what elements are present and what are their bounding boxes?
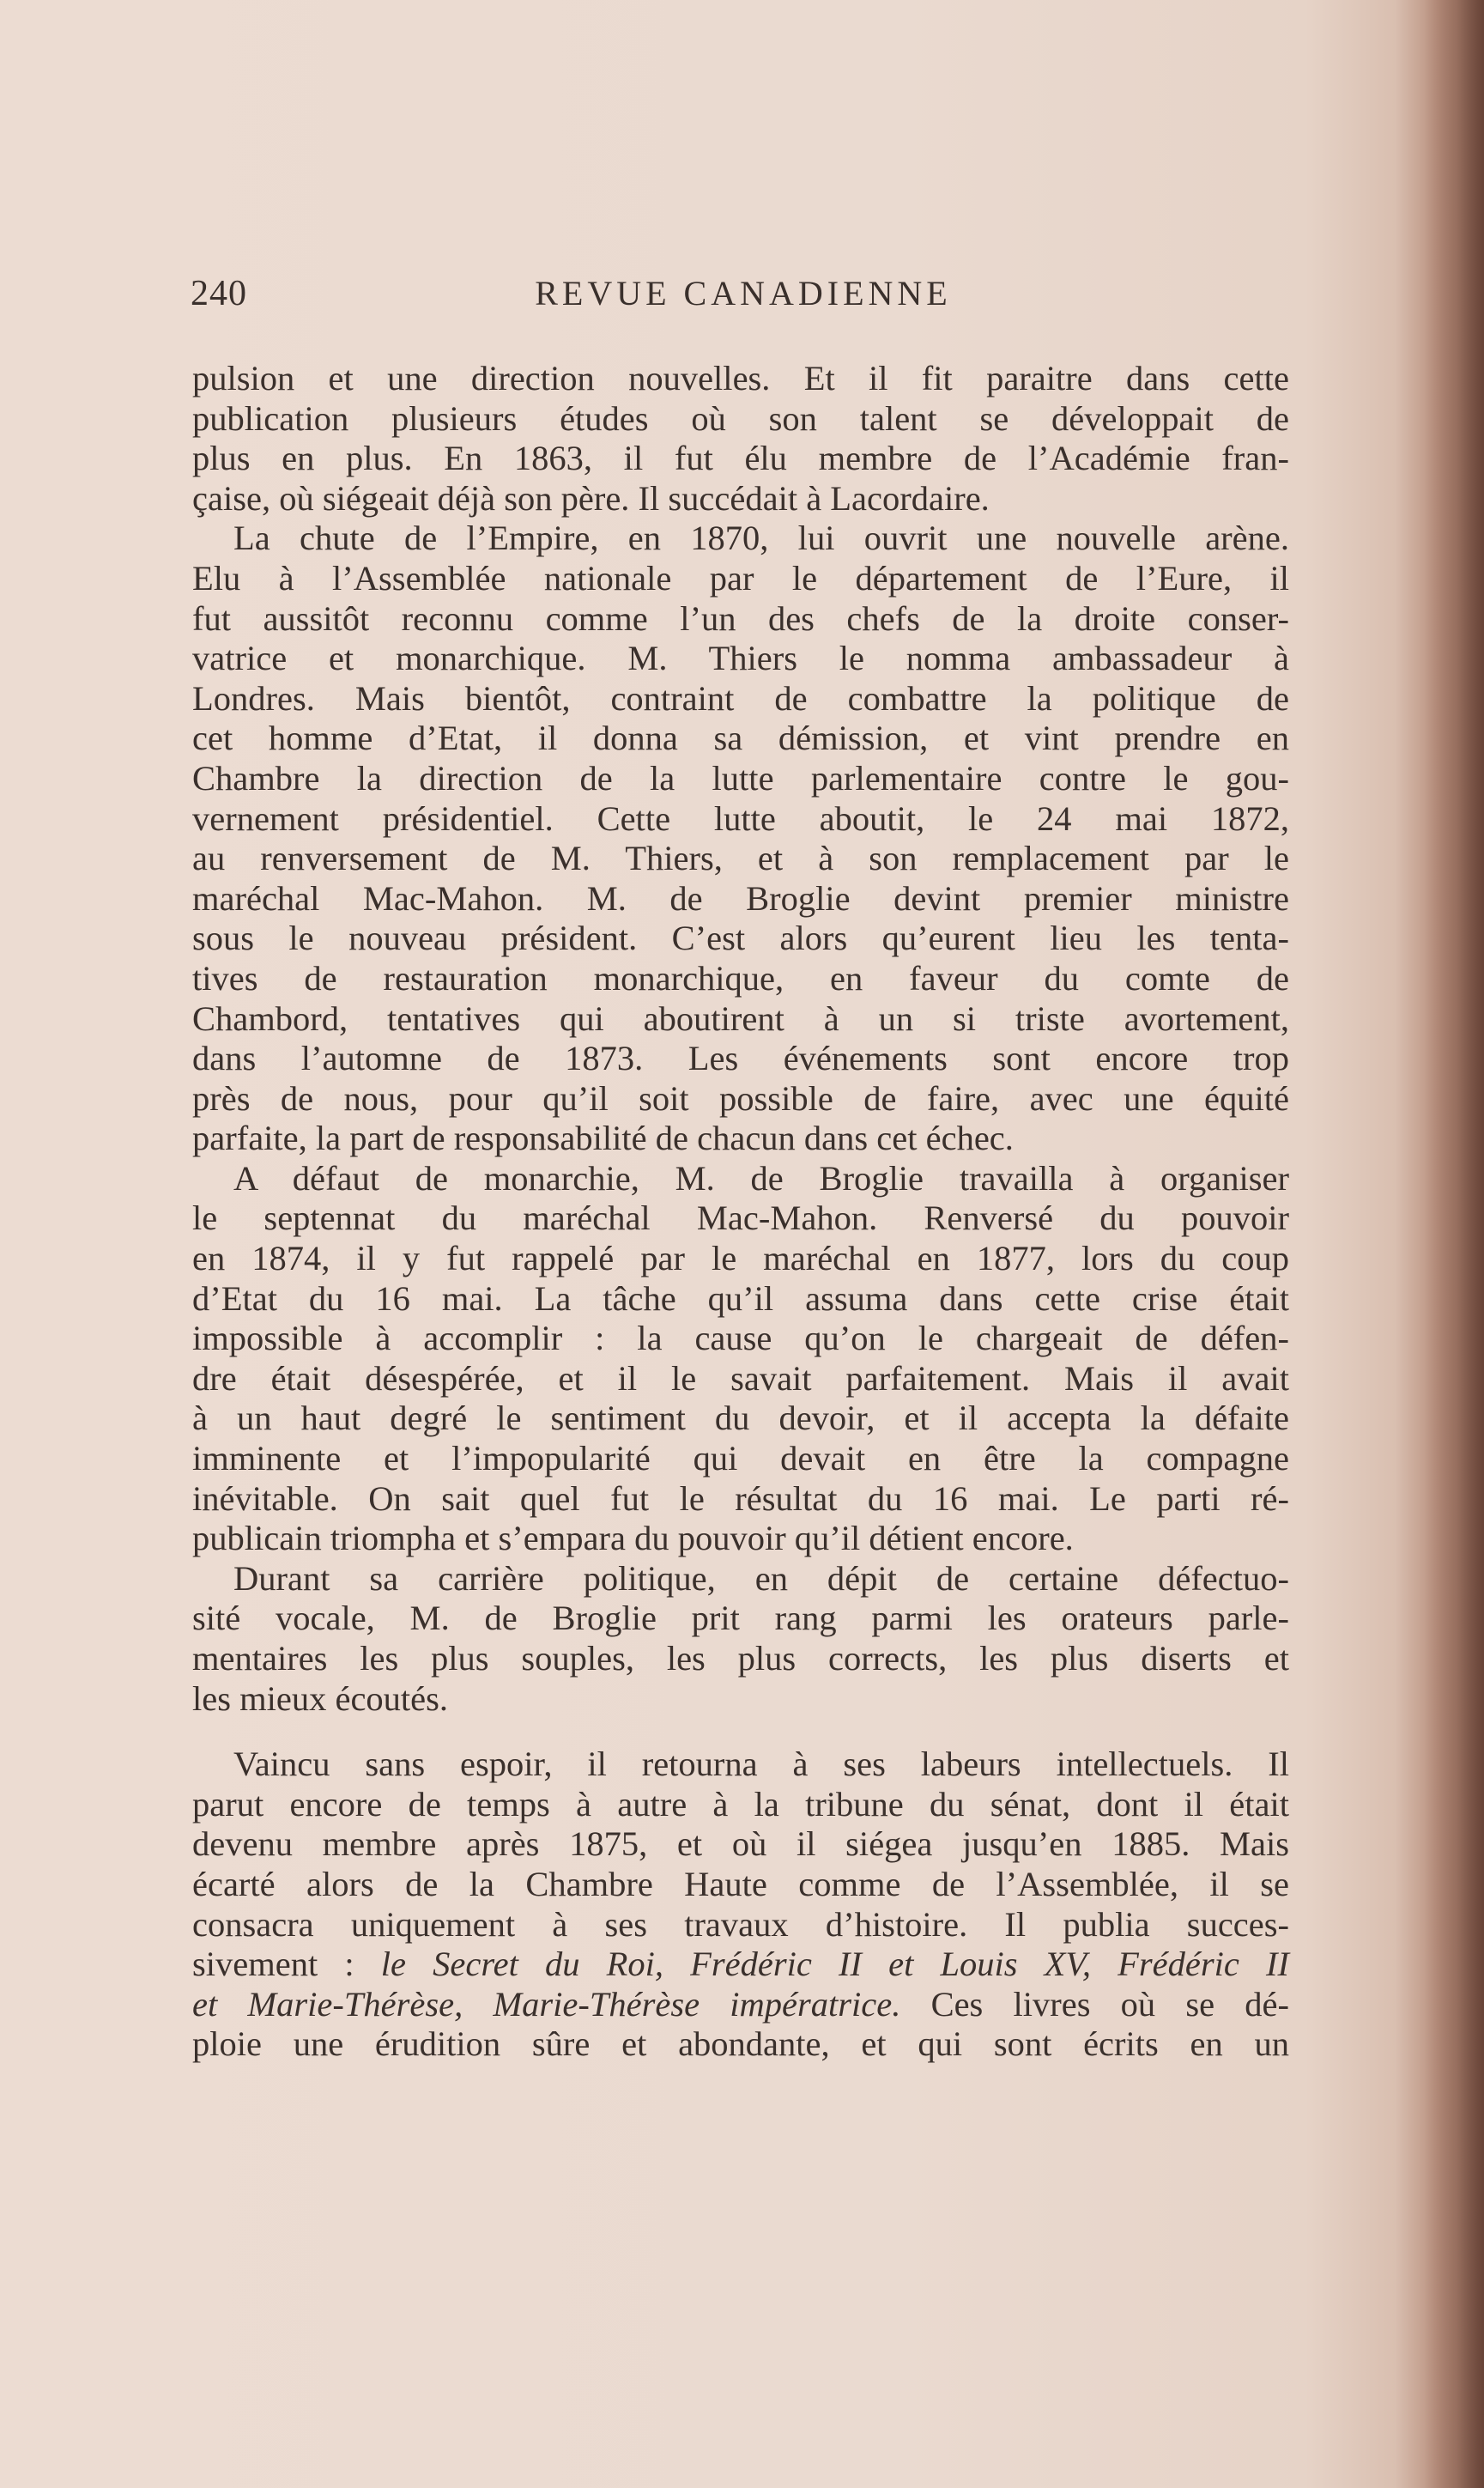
text-line: le septennat du maréchal Mac-Mahon. Renversé du pouvoir [192, 1198, 1289, 1238]
text-line: pulsion et une direction nouvelles. Et il fit paraitre dans cette [192, 359, 1289, 397]
text-line: sous le nouveau président. C’est alors qu’eurent lieu les tenta- [192, 919, 1289, 958]
text-line-mixed [192, 1985, 1289, 2025]
running-title: REVUE CANADIENNE [535, 274, 952, 313]
text-line: A défaut de monarchie, M. de Broglie travailla à organiser [233, 1158, 1289, 1198]
body-text [192, 359, 1289, 2065]
text-line: inévitable. On sait quel fut le résultat du 16 mai. Le parti ré- [192, 1478, 1289, 1518]
text-line: impossible à accomplir : la cause qu’on le chargeait de défen- [192, 1319, 1289, 1358]
text-line: vatrice et monarchique. M. Thiers le nomma ambassadeur à [192, 639, 1289, 678]
text-line: plus en plus. En 1863, il fut élu membre de l’Académie fran- [192, 439, 1289, 478]
text-line: parfaite, la part de responsabilité de chacun dans cet échec. [192, 1119, 1014, 1158]
text-line: dans l’automne de 1873. Les événements sont encore trop [192, 1039, 1289, 1078]
text-line: Chambre la direction de la lutte parlementaire contre le gou- [192, 758, 1289, 798]
paragraph-3 [192, 1159, 1289, 1559]
text-line: publicain triompha et s’empara du pouvoir qu’il détient encore. [192, 1519, 1074, 1558]
text-line: Durant sa carrière politique, en dépit de certaine défectuo- [233, 1558, 1289, 1598]
text-fragment: sivement : [192, 1945, 381, 1984]
text-line: en 1874, il y fut rappelé par le maréchal en 1877, lors du coup [192, 1239, 1289, 1278]
paragraph-4 [192, 1559, 1289, 1719]
text-line: maréchal Mac-Mahon. M. de Broglie devint premier ministre [192, 878, 1289, 918]
text-line: devenu membre après 1875, et où il siégea jusqu’en 1885. Mais [192, 1824, 1289, 1864]
page-edge-shadow [1424, 0, 1484, 2488]
text-line: dre était désespérée, et il le savait parfaitement. Mais il avait [192, 1358, 1289, 1398]
text-line: publication plusieurs études où son talent se développait de [192, 398, 1289, 438]
text-line: parut encore de temps à autre à la tribune du sénat, dont il était [192, 1784, 1289, 1824]
page-header [191, 273, 1296, 314]
text-line: près de nous, pour qu’il soit possible de faire, avec une équité [192, 1078, 1289, 1118]
book-titles-italic: le Secret du Roi, Frédéric II et Louis XV, Frédéric II [380, 1945, 1289, 1984]
text-line: tives de restauration monarchique, en faveur du comte de [192, 958, 1289, 998]
paragraph-1 [192, 359, 1289, 519]
text-line: ploie une érudition sûre et abondante, et qui sont écrits en un [192, 2024, 1289, 2064]
text-line: Elu à l’Assemblée nationale par le département de l’Eure, il [192, 558, 1289, 598]
text-line: sité vocale, M. de Broglie prit rang parmi les orateurs parle- [192, 1599, 1289, 1638]
text-line-mixed [192, 1945, 1289, 1985]
text-line: imminente et l’impopularité qui devait en être la compagne [192, 1439, 1289, 1478]
text-line: cet homme d’Etat, il donna sa démission, et vint prendre en [192, 719, 1289, 758]
text-line: écarté alors de la Chambre Haute comme de l’Assemblée, il se [192, 1864, 1289, 1903]
book-titles-italic: et Marie-Thérèse, Marie-Thérèse impératrice. [192, 1984, 901, 2024]
text-line: La chute de l’Empire, en 1870, lui ouvrit une nouvelle arène. [233, 519, 1289, 558]
text-line: au renversement de M. Thiers, et à son remplacement par le [192, 839, 1289, 878]
paragraph-2 [192, 519, 1289, 1159]
text-line: Chambord, tentatives qui aboutirent à un si triste avortement, [192, 998, 1289, 1038]
text-line: d’Etat du 16 mai. La tâche qu’il assuma dans cette crise était [192, 1278, 1289, 1318]
text-line: Londres. Mais bientôt, contraint de combattre la politique de [192, 678, 1289, 718]
text-line: vernement présidentiel. Cette lutte aboutit, le 24 mai 1872, [192, 798, 1289, 838]
text-fragment: Ces livres où se dé- [900, 1984, 1289, 2024]
text-line: Vaincu sans espoir, il retourna à ses labeurs intellectuels. Il [233, 1745, 1289, 1784]
page-number: 240 [191, 274, 247, 313]
text-line: consacra uniquement à ses travaux d’histoire. Il publia succes- [192, 1904, 1289, 1944]
text-line: fut aussitôt reconnu comme l’un des chefs de la droite conser- [192, 598, 1289, 638]
text-line: mentaires les plus souples, les plus corrects, les plus diserts et [192, 1639, 1289, 1678]
text-line: à un haut degré le sentiment du devoir, et il accepta la défaite [192, 1399, 1289, 1438]
paragraph-5 [192, 1745, 1289, 2065]
text-line: çaise, où siégeait déjà son père. Il succédait à Lacordaire. [192, 478, 990, 518]
text-line: les mieux écoutés. [192, 1678, 449, 1718]
